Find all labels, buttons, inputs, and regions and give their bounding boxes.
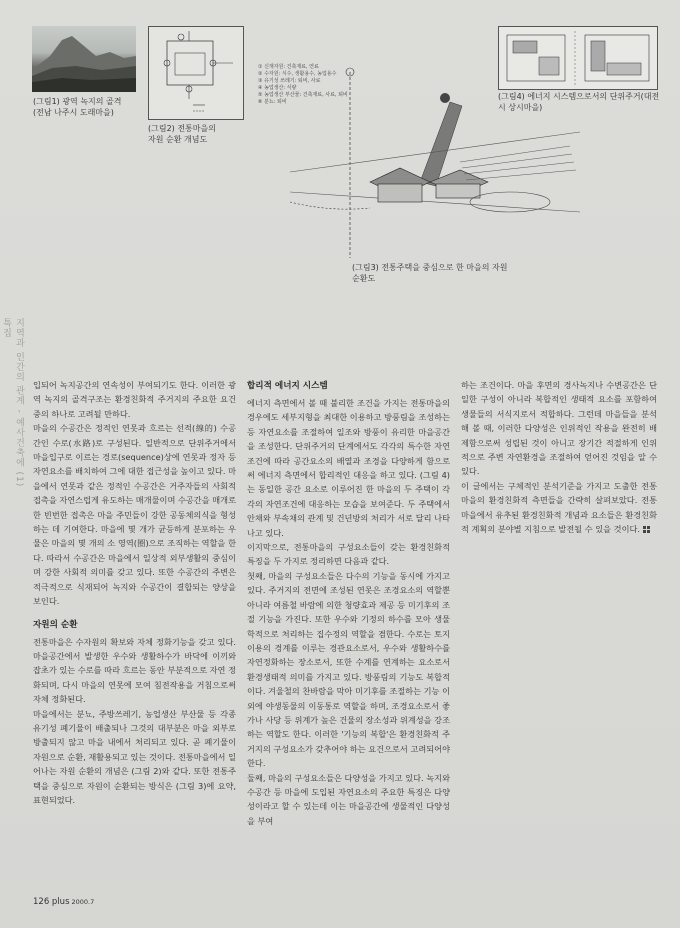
paragraph: 첫째, 마을의 구성요소들은 다수의 기능을 동시에 가지고 있다. 주거지의 전면에 조성된 연못은 조경요소의 역할뿐 아니라 여름철 바람에 의한 청량효과 제공 등 미기후의 조절 기능을 가진다. 또한 우수와 기정의 하수를 모아 생물학적으로 처리하는 집수정의 역할을 겸한다. 수로는 토지이용의 경계를 이루는 경관요소로서, 우수와 생활하수를 자연정화하는 장소로서, 또한 수계를 연계하는 요소로서 환경생태적 의미를 가지고 있다. 방풍림의 기능도 복합적이다. 겨울철의 찬바람을 막아 미기후를 조절하는 기능 이외에 야생동물의 이동통로 역할을 하며, 조경요소로서 좋가나 사당 등 위계가 높은 건물의 장소성과 위계성을 강조하는 역할도 한다. 이러한 '기능의 복합'은 환경친화적 주거지의 구성요소가 갖추어야 하는 요건으로서 고려되어야 한다. [247,570,450,769]
article-end-icon [642,526,650,534]
paragraph: 마을의 수공간은 정적인 연못과 흐르는 선적(線的) 수공간인 수로(水路)로 구성된다. 일반적으로 단위주거에서 마을입구로 이르는 경로(sequence)상에 연못과 정자 등 자연요소를 배치하여 그에 대한 접근성을 높이고 있다. 마을에서 연못과 같은 정적인 수공간은 거주자들의 사회적 접촉을 자연스럽게 유도하는 매개물이며 수공간을 매개로 한 빈번한 접촉은 마을 주민들이 강한 공동체의식을 형성하는 데 기여한다. 마을에 몇 개가 균등하게 분포하는 우물은 마을의 몇 개의 소 영역(圈)으로 조직하는 역할을 한다. 따라서 수공간은 마을에서 일상적 외부생활의 중심이며 강한 사회적 의미를 갖고 있다. 또한 수공간의 주변은 적극적으로 식재되어 녹지와 수공간이 결합되는 양상을 보인다. [33,423,236,607]
figure-3-legend [258,64,348,106]
resource-cycle-diagram [148,26,244,120]
figure-3-caption: (그림3) 전통주택을 중심으로 한 마을의 자원순환도 [352,263,508,283]
paragraph: 이지막으로, 전통마을의 구성요소들이 갖는 환경친화적 특징을 두 가지로 정리하면 다음과 같다. [247,542,450,567]
issue-date: 2000.7 [71,898,95,906]
paragraph: 하는 조건이다. 마을 후면의 경사녹지나 수변공간은 단일한 구성이 아니라 복합적인 생태적 요소를 포함하여 생물들의 서식지로서 적합하다. 그런데 마을들을 분석해 볼 때, 이러한 다양성은 인위적인 작용을 완전히 배제함으로써 성립된 것이 아니고 장기간 적절하게 인위적으로 주변 자연환경을 조절하여 얻어진 것임을 알 수 있다. [461,380,657,477]
paragraph: 둘째, 마을의 구성요소들은 다양성을 가지고 있다. 녹지와 수공간 등 마을에 도입된 자연요소의 주요한 특징은 다양성이라고 할 수 있는데 이는 마을공간에 생물적인 다양성을 부여 [247,772,450,826]
village-landscape-photo [32,26,136,92]
figure-2-caption: (그림2) 전통마을의 자원 순환 개념도 [148,124,216,144]
section-heading: 합리적 에너지 시스템 [247,381,328,391]
paragraph: 마을에서는 분뇨, 주방쓰레기, 농업생산 부산물 등 각종 유기성 폐기물이 배출되나 그것의 대부분은 마을 외부로 방출되지 않고 마을 내에서 처리되고 있다. 곧 폐기물이 자원으로 순환, 재활용되고 있는 것이다. 전통마을에서 일어나는 자원 순환의 개념은 (그림 2)와 같다. 또한 전통주택을 중심으로 자원이 순환되는 방식은 (그림 3)에 요약, 표현되었다. [33,708,236,805]
legend-item: ⑤ 농업생산 부산물: 건축재료, 사료, 퇴비 [258,92,348,98]
text-column-3 [461,378,657,536]
figure-1-caption: (그림1) 광역 녹지의 골격 (전남 나주시 도래마을) [33,97,122,117]
legend-item: ③ 유기성 쓰레기: 퇴비, 사료 [258,78,321,84]
page-folio [33,897,94,907]
paragraph-text: 이 글에서는 구체적인 분석기준을 가지고 도출한 전통마을의 환경친화적 측면들을 간략히 살펴보았다. 전통마을에서 유추된 환경친화적 개념과 요소들은 환경친화적 계획의 분야별 지침으로 발전될 수 있을 것이다. [461,480,657,535]
legend-item: ④ 농업생산: 식량 [258,85,297,91]
figure-4-caption: (그림4) 에너지 시스템으로서의 단위주거(대전시 상시마을) [498,92,660,112]
section-heading: 자원의 순환 [33,619,78,630]
legend-item: ② 수자원: 식수, 생활용수, 농업용수 [258,71,337,77]
paragraph: 에너지 측면에서 볼 때 불리한 조건을 가지는 전통마을의 경우에도 세부지형을 최대한 이용하고 방풍림을 조성하는 등 자연요소를 조절하여 일조와 방풍이 유리한 마을공간을 조성한다. 단위주거의 단계에서도 각각의 특수한 자연조건에 따라 공간요소의 배열과 조경을 다양하게 함으로써 에너지 측면에서 합리적인 대응을 하고 있다. (그림 4)는 동일한 공간 요소로 이루어진 한 마을의 두 주택이 각각의 자연조건에 대응하는 모습을 보여준다. 두 주택에서 안채와 부속채의 관계 및 건년방의 처리가 서로 달리 나타나고 있다. [247,398,450,538]
paragraph: 입되어 녹지공간의 연속성이 부여되기도 한다. 이러한 광역 녹지의 골격구조는 환경친화적 주거지의 주요한 요건 중의 하나로 고려될 만하다. [33,380,236,419]
paragraph: 전통마을은 수자원의 확보와 자체 정화기능을 갖고 있다. 마을공간에서 발생한 우수와 생활하수가 바닥에 이끼와 잡초가 있는 수로를 따라 흐르는 동안 부분적으로 자연 정화되며, 다시 마을의 연못에 모여 침전작용을 거침으로써 자체 정화된다. [33,636,236,705]
unit-housing-energy-plan [498,26,658,90]
legend-item: ① 신재자원: 건축재료, 연료 [258,64,319,70]
legend-item: ⑥ 분뇨: 퇴비 [258,99,287,105]
page-number: 126 plus [33,897,70,907]
section-side-tab: 지역과 인간의 관계 - 예사건축에 (1) 특집 [1,318,24,488]
text-column-1 [33,378,236,807]
paragraph [461,479,657,537]
text-column-2 [247,380,450,828]
